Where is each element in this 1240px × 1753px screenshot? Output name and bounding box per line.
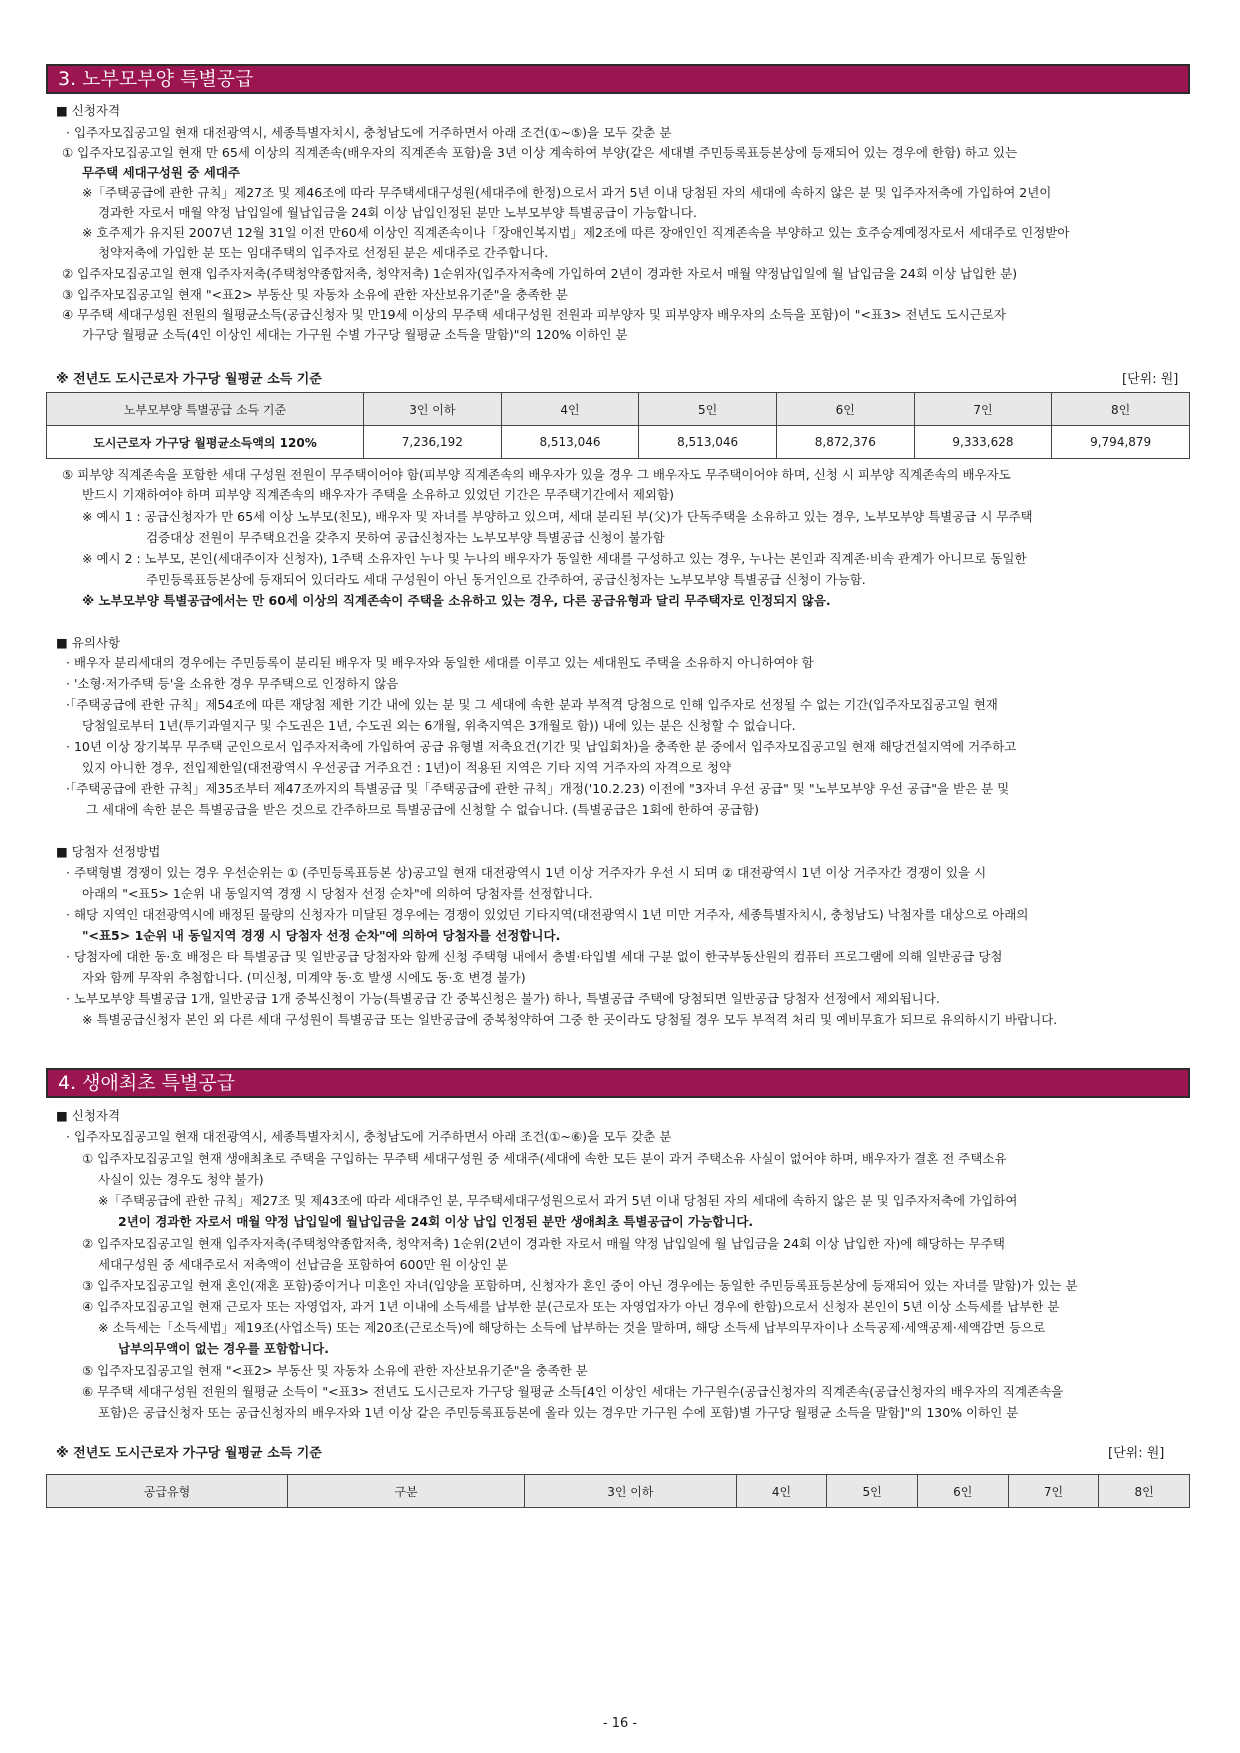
caution-line: 있지 아니한 경우, 전입제한일(대전광역시 우선공급 거주요건 : 1년)이 적용된 지역은 기타 지역 거주자의 자격으로 청약 bbox=[82, 760, 732, 775]
qual-line: 포함)은 공급신청자 또는 공급신청자의 배우자와 1년 이상 같은 주민등록표등본에 올라 있는 경우만 가구원 수에 포함)별 가구당 월평균 소득을 말함]"의 130% 이하인 분 bbox=[98, 1405, 1019, 1420]
qual-line: 청약저축에 가입한 분 또는 임대주택의 입주자로 선정된 분은 세대주로 간주합니다. bbox=[98, 245, 549, 260]
qual-line: ※ 소득세는「소득세법」제19조(사업소득) 또는 제20조(근로소득)에 해당하는 소득에 납부하는 것을 말하며, 해당 소득세 납부의무자이나 소득공제·세액공제·세액감면 등으로 bbox=[98, 1320, 1046, 1335]
qual-line: ※「주택공급에 관한 규칙」제27조 및 제43조에 따라 세대주인 분, 무주택세대구성원으로서 과거 5년 이내 당첨된 자의 세대에 속하지 않은 분 및 입주자저축에 가입하여 bbox=[98, 1193, 1018, 1208]
qual-line: 납부의무액이 없는 경우를 포함합니다. bbox=[118, 1341, 330, 1356]
caution-line: ·「주택공급에 관한 규칙」제54조에 따른 재당첨 제한 기간 내에 있는 분 및 그 세대에 속한 분과 부적격 당첨으로 인해 입주자로 선정될 수 없는 기간(입주자모집공고일 현재 bbox=[66, 697, 998, 712]
table-header-cell: 8인 bbox=[1099, 1475, 1190, 1508]
table-header-cell: 6인 bbox=[776, 393, 914, 426]
income-table bbox=[46, 392, 1190, 459]
condition-line: 검증대상 전원이 무주택요건을 갖추지 못하여 공급신청자는 노부모부양 특별공급 신청이 불가함 bbox=[146, 530, 665, 545]
selection-header: ■ 당첨자 선정방법 bbox=[56, 844, 161, 859]
qualification-header: ■ 신청자격 bbox=[56, 103, 121, 118]
qual-line: 가구당 월평균 소득(4인 이상인 세대는 가구원 수별 가구당 월평균 소득을 말함)"의 120% 이하인 분 bbox=[82, 327, 628, 342]
qualification-header: ■ 신청자격 bbox=[56, 1108, 121, 1123]
table-header-cell: 3인 이하 bbox=[364, 393, 502, 426]
section-4-header: 4. 생애최초 특별공급 bbox=[46, 1068, 1190, 1098]
table-row bbox=[47, 426, 1190, 459]
table-cell: 8,872,376 bbox=[776, 426, 914, 459]
table-cell: 8,513,046 bbox=[639, 426, 777, 459]
qual-line: ② 입주자모집공고일 현재 입주자저축(주택청약종합저축, 청약저축) 1순위자(입주자저축에 가입하여 2년이 경과한 자로서 매월 약정납입일에 월 납입금을 24회 이상 납입한 분) bbox=[62, 266, 1018, 281]
income-table-2 bbox=[46, 1474, 1190, 1508]
qual-line: ④ 무주택 세대구성원 전원의 월평균소득(공급신청자 및 만19세 이상의 무주택 세대구성원 전원과 피부양자 및 피부양자 배우자의 소득을 포함)이 "<표3> 전년도 도시근로자 bbox=[62, 307, 1006, 322]
caution-line: · '소형·저가주택 등'을 소유한 경우 무주택으로 인정하지 않음 bbox=[66, 676, 399, 691]
qual-line: ③ 입주자모집공고일 현재 "<표2> 부동산 및 자동차 소유에 관한 자산보유기준"을 충족한 분 bbox=[62, 287, 568, 302]
qual-line: 무주택 세대구성원 중 세대주 bbox=[82, 165, 240, 180]
qual-line: ② 입주자모집공고일 현재 입주자저축(주택청약종합저축, 청약저축) 1순위(2년이 경과한 자로서 매월 약정 납입일에 월 납입금을 24회 이상 납입한 자)에 해당하는 무주택 bbox=[82, 1236, 1005, 1251]
qual-line: 경과한 자로서 매월 약정 납입일에 월납입금을 24회 이상 납입인정된 분만 노부모부양 특별공급이 가능합니다. bbox=[98, 205, 697, 220]
condition-line: 반드시 기재하여야 하며 피부양 직계존속의 배우자가 주택을 소유하고 있었던 기간은 무주택기간에서 제외함) bbox=[82, 487, 674, 502]
table-header-cell: 6인 bbox=[917, 1475, 1008, 1508]
selection-line: · 주택형별 경쟁이 있는 경우 우선순위는 ① (주민등록표등본 상)공고일 현재 대전광역시 1년 이상 거주자가 우선 시 되며 ② 대전광역시 1년 이상 거주자간 경쟁이 있을 시 bbox=[66, 865, 987, 880]
table-cell: 8,513,046 bbox=[501, 426, 639, 459]
caution-line: 당첨일로부터 1년(투기과열지구 및 수도권은 1년, 수도권 외는 6개월, 위축지역은 3개월로 함)) 내에 있는 분은 신청할 수 없습니다. bbox=[82, 718, 796, 733]
page-number: - 16 - bbox=[602, 1716, 638, 1731]
table-header-cell: 구분 bbox=[288, 1475, 525, 1508]
table-cell: 7,236,192 bbox=[364, 426, 502, 459]
selection-line: 아래의 "<표5> 1순위 내 동일지역 경쟁 시 당첨자 선정 순차"에 의하여 당첨자를 선정합니다. bbox=[82, 886, 593, 901]
section-3-header: 3. 노부모부양 특별공급 bbox=[46, 64, 1190, 94]
table-header-cell: 7인 bbox=[1008, 1475, 1099, 1508]
table-header-cell: 4인 bbox=[501, 393, 639, 426]
qual-line: ① 입주자모집공고일 현재 만 65세 이상의 직계존속(배우자의 직계존속 포함)을 3년 이상 계속하여 부양(같은 세대별 주민등록표등본상에 등재되어 있는 경우에 한함) 하고 있는 bbox=[62, 145, 1018, 160]
qual-line: · 입주자모집공고일 현재 대전광역시, 세종특별자치시, 충청남도에 거주하면서 아래 조건(①~⑥)을 모두 갖춘 분 bbox=[66, 1129, 672, 1144]
condition-line: ※ 노부모부양 특별공급에서는 만 60세 이상의 직계존속이 주택을 소유하고 있는 경우, 다른 공급유형과 달리 무주택자로 인정되지 않음. bbox=[82, 593, 831, 608]
table-header-cell: 5인 bbox=[827, 1475, 918, 1508]
qual-line: ④ 입주자모집공고일 현재 근로자 또는 자영업자, 과거 1년 이내에 소득세를 납부한 분(근로자 또는 자영업자가 아닌 경우에 한함)으로서 신청자 본인이 5년 이상 소득세를 납부한 분 bbox=[82, 1299, 1060, 1314]
qual-line: ※ 호주제가 유지된 2007년 12월 31일 이전 만60세 이상인 직계존속이나「장애인복지법」제2조에 따른 장애인인 직계존속을 부양하고 있는 호주승계예정자로서 세대주로 인정받아 bbox=[82, 225, 1070, 240]
table-header-row bbox=[47, 1475, 1190, 1508]
table-cell: 9,794,879 bbox=[1052, 426, 1190, 459]
qual-line: ⑥ 무주택 세대구성원 전원의 월평균 소득이 "<표3> 전년도 도시근로자 가구당 월평균 소득[4인 이상인 세대는 가구원수(공급신청자의 직계존속(공급신청자의 배우자의 직계존속을 bbox=[82, 1384, 1064, 1399]
income-note-title: ※ 전년도 도시근로자 가구당 월평균 소득 기준 bbox=[56, 372, 322, 387]
caution-line: 그 세대에 속한 분은 특별공급을 받은 것으로 간주하므로 특별공급에 신청할 수 없습니다. (특별공급은 1회에 한하여 공급함) bbox=[86, 802, 759, 817]
table-header-cell: 3인 이하 bbox=[525, 1475, 737, 1508]
qual-line: ⑤ 입주자모집공고일 현재 "<표2> 부동산 및 자동차 소유에 관한 자산보유기준"을 충족한 분 bbox=[82, 1363, 588, 1378]
selection-line: "<표5> 1순위 내 동일지역 경쟁 시 당첨자 선정 순차"에 의하여 당첨자를 선정합니다. bbox=[82, 928, 561, 943]
selection-line: · 노부모부양 특별공급 1개, 일반공급 1개 중복신청이 가능(특별공급 간 중복신청은 불가) 하나, 특별공급 주택에 당첨되면 일반공급 당첨자 선정에서 제외됩니다. bbox=[66, 991, 940, 1006]
qual-line: 사실이 있는 경우도 청약 불가) bbox=[98, 1172, 264, 1187]
condition-line: 주민등록표등본상에 등재되어 있더라도 세대 구성원이 아닌 동거인으로 간주하여, 공급신청자는 노부모부양 특별공급 신청이 가능함. bbox=[146, 572, 866, 587]
selection-line: · 해당 지역인 대전광역시에 배정된 물량의 신청자가 미달된 경우에는 경쟁이 있었던 기타지역(대전광역시 1년 미만 거주자, 세종특별자치시, 충청남도) 낙첨자를 대상으로 아래의 bbox=[66, 907, 1029, 922]
caution-line: · 배우자 분리세대의 경우에는 주민등록이 분리된 배우자 및 배우자와 동일한 세대를 이루고 있는 세대원도 주택을 소유하지 아니하여야 함 bbox=[66, 655, 814, 670]
table-header-cell: 5인 bbox=[639, 393, 777, 426]
qual-line: 세대구성원 중 세대주로서 저축액이 선납금을 포함하여 600만 원 이상인 분 bbox=[98, 1257, 508, 1272]
qual-line: ※「주택공급에 관한 규칙」제27조 및 제46조에 따라 무주택세대구성원(세대주에 한정)으로서 과거 5년 이내 당첨된 자의 세대에 속하지 않은 분 및 입주자저축에 가입하여 2년이 bbox=[82, 185, 1052, 200]
qual-line: 2년이 경과한 자로서 매월 약정 납입일에 월납입금을 24회 이상 납입 인정된 분만 생애최초 특별공급이 가능합니다. bbox=[118, 1214, 754, 1229]
cautions-header: ■ 유의사항 bbox=[56, 635, 121, 650]
income-note-title: ※ 전년도 도시근로자 가구당 월평균 소득 기준 bbox=[56, 1446, 322, 1461]
table-row-label: 도시근로자 가구당 월평균소득액의 120% bbox=[47, 426, 364, 459]
caution-line: ·「주택공급에 관한 규칙」제35조부터 제47조까지의 특별공급 및「주택공급에 관한 규칙」개정('10.2.23) 이전에 "3자녀 우선 공급" 및 "노부모부양 우선 공급"을 받은 분 및 bbox=[66, 781, 1010, 796]
table-header-cell: 8인 bbox=[1052, 393, 1190, 426]
selection-line: ※ 특별공급신청자 본인 외 다른 세대 구성원이 특별공급 또는 일반공급에 중복청약하여 그중 한 곳이라도 당첨될 경우 모두 부적격 처리 및 예비무효가 되므로 유의하시기 바랍니다. bbox=[82, 1012, 1058, 1027]
qual-line: ① 입주자모집공고일 현재 생애최초로 주택을 구입하는 무주택 세대구성원 중 세대주(세대에 속한 모든 분이 과거 주택소유 사실이 없어야 하며, 배우자가 결혼 전 주택소유 bbox=[82, 1151, 1007, 1166]
unit-label: [단위: 원] bbox=[1122, 372, 1179, 387]
selection-line: 자와 함께 무작위 추첨합니다. (미신청, 미계약 동·호 발생 시에도 동·호 변경 불가) bbox=[82, 970, 526, 985]
qual-line: · 입주자모집공고일 현재 대전광역시, 세종특별자치시, 충청남도에 거주하면서 아래 조건(①~⑤)을 모두 갖춘 분 bbox=[66, 125, 672, 140]
table-header-cell: 공급유형 bbox=[47, 1475, 288, 1508]
condition-line: ⑤ 피부양 직계존속을 포함한 세대 구성원 전원이 무주택이어야 함(피부양 직계존속의 배우자가 있을 경우 그 배우자도 무주택이어야 하며, 신청 시 피부양 직계존속의 배우자도 bbox=[62, 467, 1011, 482]
table-header-cell: 노부모부양 특별공급 소득 기준 bbox=[47, 393, 364, 426]
table-header-cell: 7인 bbox=[914, 393, 1052, 426]
table-header-cell: 4인 bbox=[736, 1475, 827, 1508]
condition-line: ※ 예시 1 : 공급신청자가 만 65세 이상 노부모(친모), 배우자 및 자녀를 부양하고 있으며, 세대 분리된 부(父)가 단독주택을 소유하고 있는 경우, 노부모부양 특별공급 시 무주택 bbox=[82, 509, 1033, 524]
caution-line: · 10년 이상 장기복무 무주택 군인으로서 입주자저축에 가입하여 공급 유형별 저축요건(기간 및 납입회차)을 충족한 분 중에서 입주자모집공고일 현재 해당건설지역에 거주하고 bbox=[66, 739, 1017, 754]
table-cell: 9,333,628 bbox=[914, 426, 1052, 459]
table-header-row bbox=[47, 393, 1190, 426]
condition-line: ※ 예시 2 : 노부모, 본인(세대주이자 신청자), 1주택 소유자인 누나 및 누나의 배우자가 동일한 세대를 구성하고 있는 경우, 누나는 본인과 직계존·비속 관계가 아니므로 동일한 bbox=[82, 551, 1027, 566]
selection-line: · 당첨자에 대한 동·호 배정은 타 특별공급 및 일반공급 당첨자와 함께 신청 주택형 내에서 층별·타입별 세대 구분 없이 한국부동산원의 컴퓨터 프로그램에 의해 일반공급 당첨 bbox=[66, 949, 1003, 964]
unit-label: [단위: 원] bbox=[1108, 1446, 1165, 1461]
qual-line: ③ 입주자모집공고일 현재 혼인(재혼 포함)중이거나 미혼인 자녀(입양을 포함하며, 신청자가 혼인 중이 아닌 경우에는 동일한 주민등록표등본상에 등재되어 있는 자녀를 말함)가 있는 분 bbox=[82, 1278, 1078, 1293]
